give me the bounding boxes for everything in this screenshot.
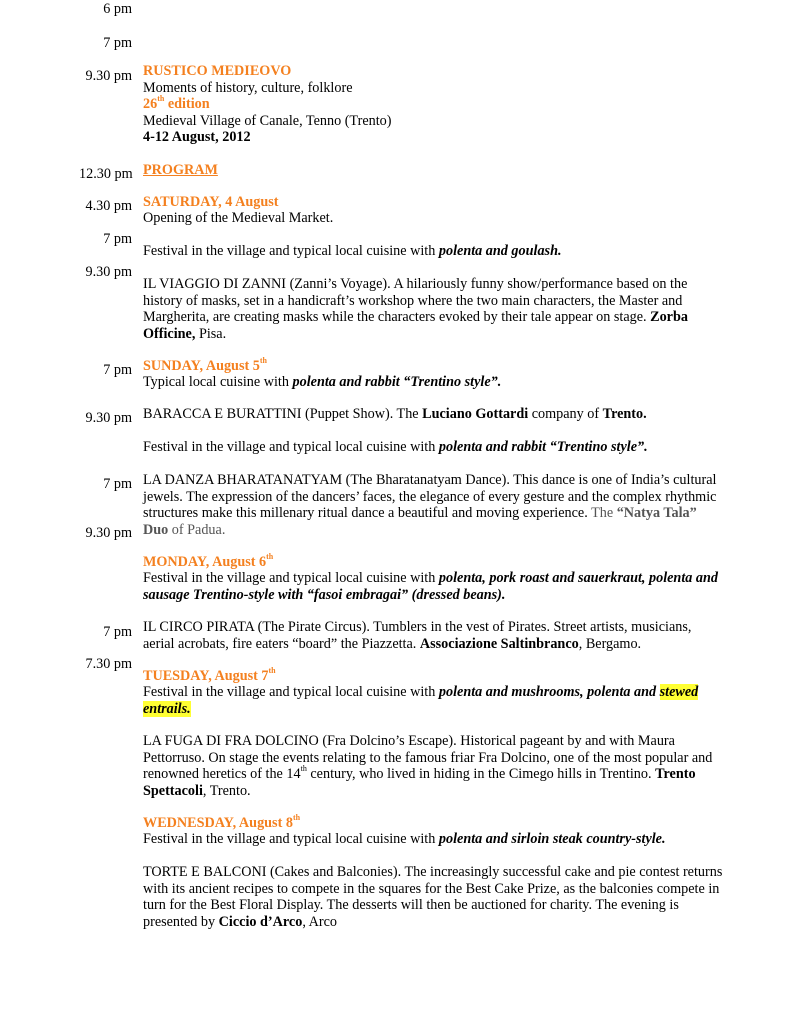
saturday-show: IL VIAGGIO DI ZANNI (Zanni’s Voyage). A hilariously funny show/performance based on the history of masks, set in a handicraft’s workshop where the two main characters, the Master and Margherita, are creating masks while the characters evoked by their tale appear on stage. Zorba Officine, Pisa.	[143, 276, 688, 342]
time-label: 7 pm	[103, 35, 132, 51]
event-dates: 4-12 August, 2012	[143, 129, 251, 145]
monday-cuisine: Festival in the village and typical local cuisine with polenta, pork roast and sauerkraut, polenta and sausage Trentino-style with “fasoi embragai” (dressed beans).	[143, 570, 718, 603]
time-label: 7 pm	[103, 476, 132, 492]
highlighted-text: stewed entrails.	[143, 684, 699, 717]
event-subtitle: Moments of history, culture, folklore	[143, 79, 353, 96]
event-header	[143, 63, 723, 146]
time-label: 7 pm	[103, 231, 132, 247]
time-label: 4.30 pm	[85, 198, 132, 214]
time-label: 7 pm	[103, 362, 132, 378]
wednesday-cuisine: Festival in the village and typical local cuisine with polenta and sirloin steak country-style.	[143, 831, 666, 847]
time-label: 7 pm	[103, 624, 132, 640]
time-label: 9.30 pm	[85, 68, 132, 84]
sunday-cuisine-festival: Festival in the village and typical local cuisine with polenta and rabbit “Trentino style”.	[143, 439, 648, 455]
time-label: 12.30 pm	[79, 166, 133, 182]
wednesday-contest: TORTE E BALCONI (Cakes and Balconies). The increasingly successful cake and pie contest returns with its ancient recipes to compete in the squares for the Best Cake Prize, as the balconies compete in turn for the Best Floral Display. The desserts will then be auctioned for charity. The evening is presented by Ciccio d’Arco, Arco	[143, 864, 723, 930]
time-label: 9.30 pm	[85, 410, 132, 426]
time-label: 7.30 pm	[85, 656, 132, 672]
day-heading-wednesday: WEDNESDAY, August 8th	[143, 813, 301, 831]
day-heading-tuesday: TUESDAY, August 7th	[143, 666, 276, 684]
time-label: 9.30 pm	[85, 525, 132, 541]
event-location: Medieval Village of Canale, Tenno (Trento)	[143, 112, 392, 129]
saturday-opening: Opening of the Medieval Market.	[143, 210, 334, 226]
monday-circus: IL CIRCO PIRATA (The Pirate Circus). Tumblers in the vest of Pirates. Street artists, musicians, aerial acrobats, fire eaters “board” the Piazzetta. Associazione Saltinbranco, Bergamo.	[143, 619, 692, 652]
sunday-puppet-show: BARACCA E BURATTINI (Puppet Show). The Luciano Gottardi company of Trento.	[143, 406, 647, 422]
time-label: 6 pm	[103, 1, 132, 17]
event-edition: 26th edition	[143, 94, 210, 112]
time-label: 9.30 pm	[85, 264, 132, 280]
sunday-cuisine: Typical local cuisine with polenta and rabbit “Trentino style”.	[143, 374, 502, 390]
event-title: RUSTICO MEDIEOVO	[143, 63, 292, 79]
day-heading-sunday: SUNDAY, August 5th	[143, 356, 267, 374]
tuesday-cuisine: Festival in the village and typical local cuisine with polenta and mushrooms, polenta and stewed entrails.	[143, 684, 699, 717]
program-heading: PROGRAM	[143, 162, 218, 178]
day-heading-saturday: SATURDAY, 4 August	[143, 194, 279, 210]
sunday-dance: LA DANZA BHARATANATYAM (The Bharatanatyam Dance). This dance is one of India’s cultural jewels. The expression of the dancers’ faces, the elegance of every gesture and the complex rhythmic structures make this millenary ritual dance a beautiful and moving experience. The “Natya Tala” Duo of Padua.	[143, 472, 717, 538]
day-heading-monday: MONDAY, August 6th	[143, 552, 274, 570]
saturday-cuisine: Festival in the village and typical local cuisine with polenta and goulash.	[143, 243, 562, 259]
tuesday-pageant: LA FUGA DI FRA DOLCINO (Fra Dolcino’s Escape). Historical pageant by and with Maura Pettorruso. On stage the events relating to the famous friar Fra Dolcino, one of the most popular and renowned heretics of the 14th century, who lived in hiding in the Cimego hills in Trentino. Trento Spettacoli, Trento.	[143, 733, 713, 799]
